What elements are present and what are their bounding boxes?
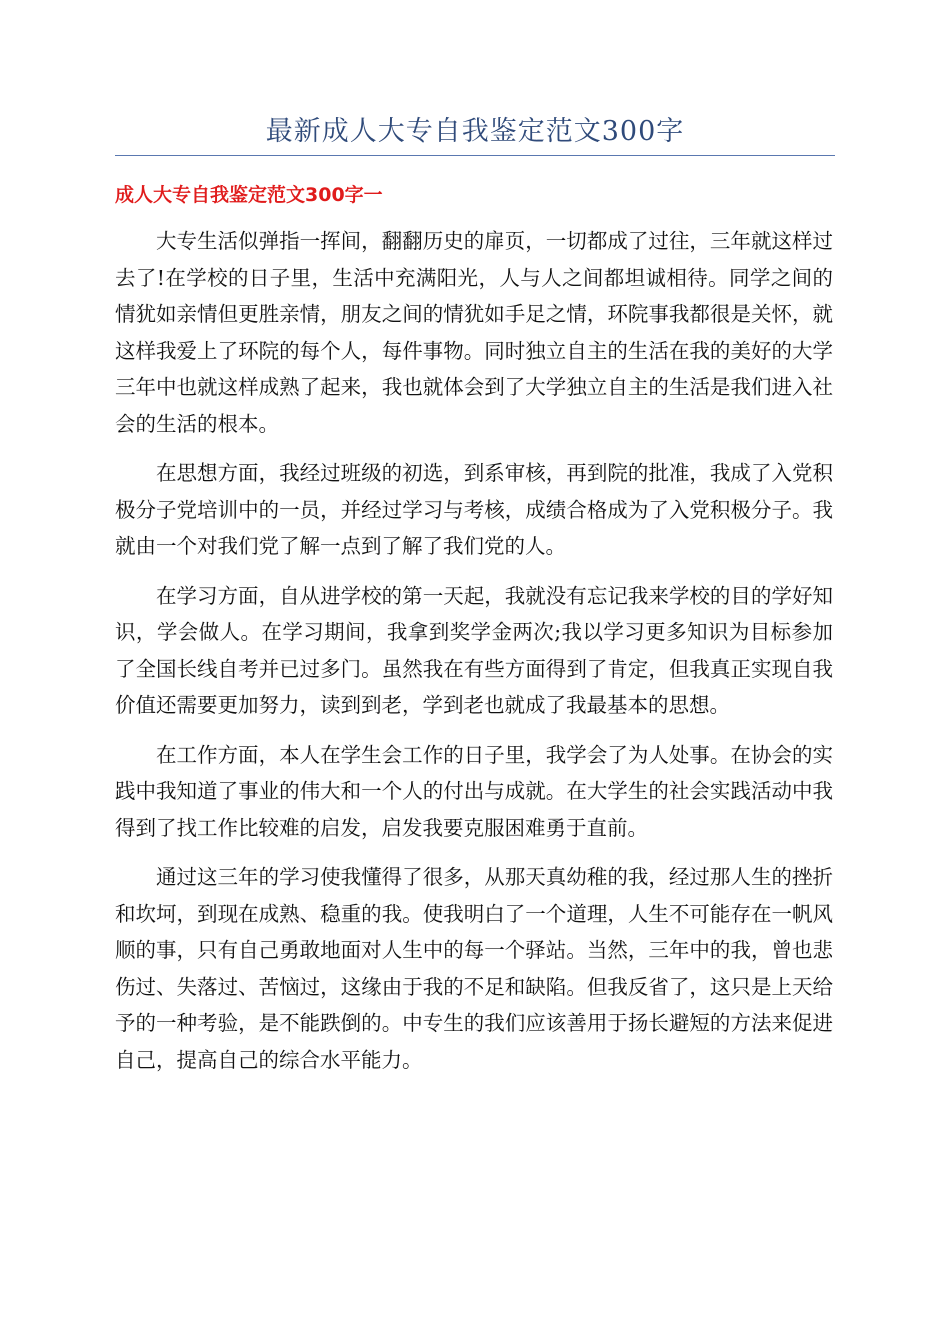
paragraph: 在思想方面，我经过班级的初选，到系审核，再到院的批准，我成了入党积极分子党培训中的一员，并经过学习与考核，成绩合格成为了入党积极分子。我就由一个对我们党了解一点到了解了我们党的人。 bbox=[115, 461, 833, 558]
paragraph: 在工作方面，本人在学生会工作的日子里，我学会了为人处事。在协会的实践中我知道了事业的伟大和一个人的付出与成就。在大学生的社会实践活动中我得到了找工作比较难的启发，启发我要克服困难勇于直前。 bbox=[115, 742, 833, 840]
paragraph: 通过这三年的学习使我懂得了很多，从那天真幼稚的我，经过那人生的挫折和坎坷，到现在成熟、稳重的我。使我明白了一个道理，人生不可能存在一帆风顺的事，只有自己勇敢地面对人生中的每一个驿站。当然，三年中的我，曾也悲伤过、失落过、苦恼过，这缘由于我的不足和缺陷。但我反省了，这只是上天给予的一种考验，是不能跌倒的。中专生的我们应该善用于扬长避短的方法来促进自己，提高自己的综合水平能力。 bbox=[115, 865, 833, 1072]
paragraph: 在学习方面，自从进学校的第一天起，我就没有忘记我来学校的目的学好知识，学会做人。在学习期间，我拿到奖学金两次;我以学习更多知识为目标参加了全国长线自考并已过多门。虽然我在有些方面得到了肯定，但我真正实现自我价值还需要更加努力，读到到老，学到老也就成了我最基本的思想。 bbox=[115, 583, 833, 717]
title-underline bbox=[115, 155, 835, 156]
document-title: 最新成人大专自我鉴定范文300字 bbox=[265, 116, 685, 147]
section-heading: 成人大专自我鉴定范文300字一 bbox=[115, 184, 383, 206]
paragraph: 大专生活似弹指一挥间，翻翻历史的扉页，一切都成了过往，三年就这样过去了!在学校的日子里，生活中充满阳光，人与人之间都坦诚相待。同学之间的情犹如亲情但更胜亲情，朋友之间的情犹如手足之情，环院事我都很是关怀，就这样我爱上了环院的每个人，每件事物。同时独立自主的生活在我的美好的大学三年中也就这样成熟了起来，我也就体会到了大学独立自主的生活是我们进入社会的生活的根本。 bbox=[115, 229, 833, 436]
document-body bbox=[115, 223, 833, 1091]
